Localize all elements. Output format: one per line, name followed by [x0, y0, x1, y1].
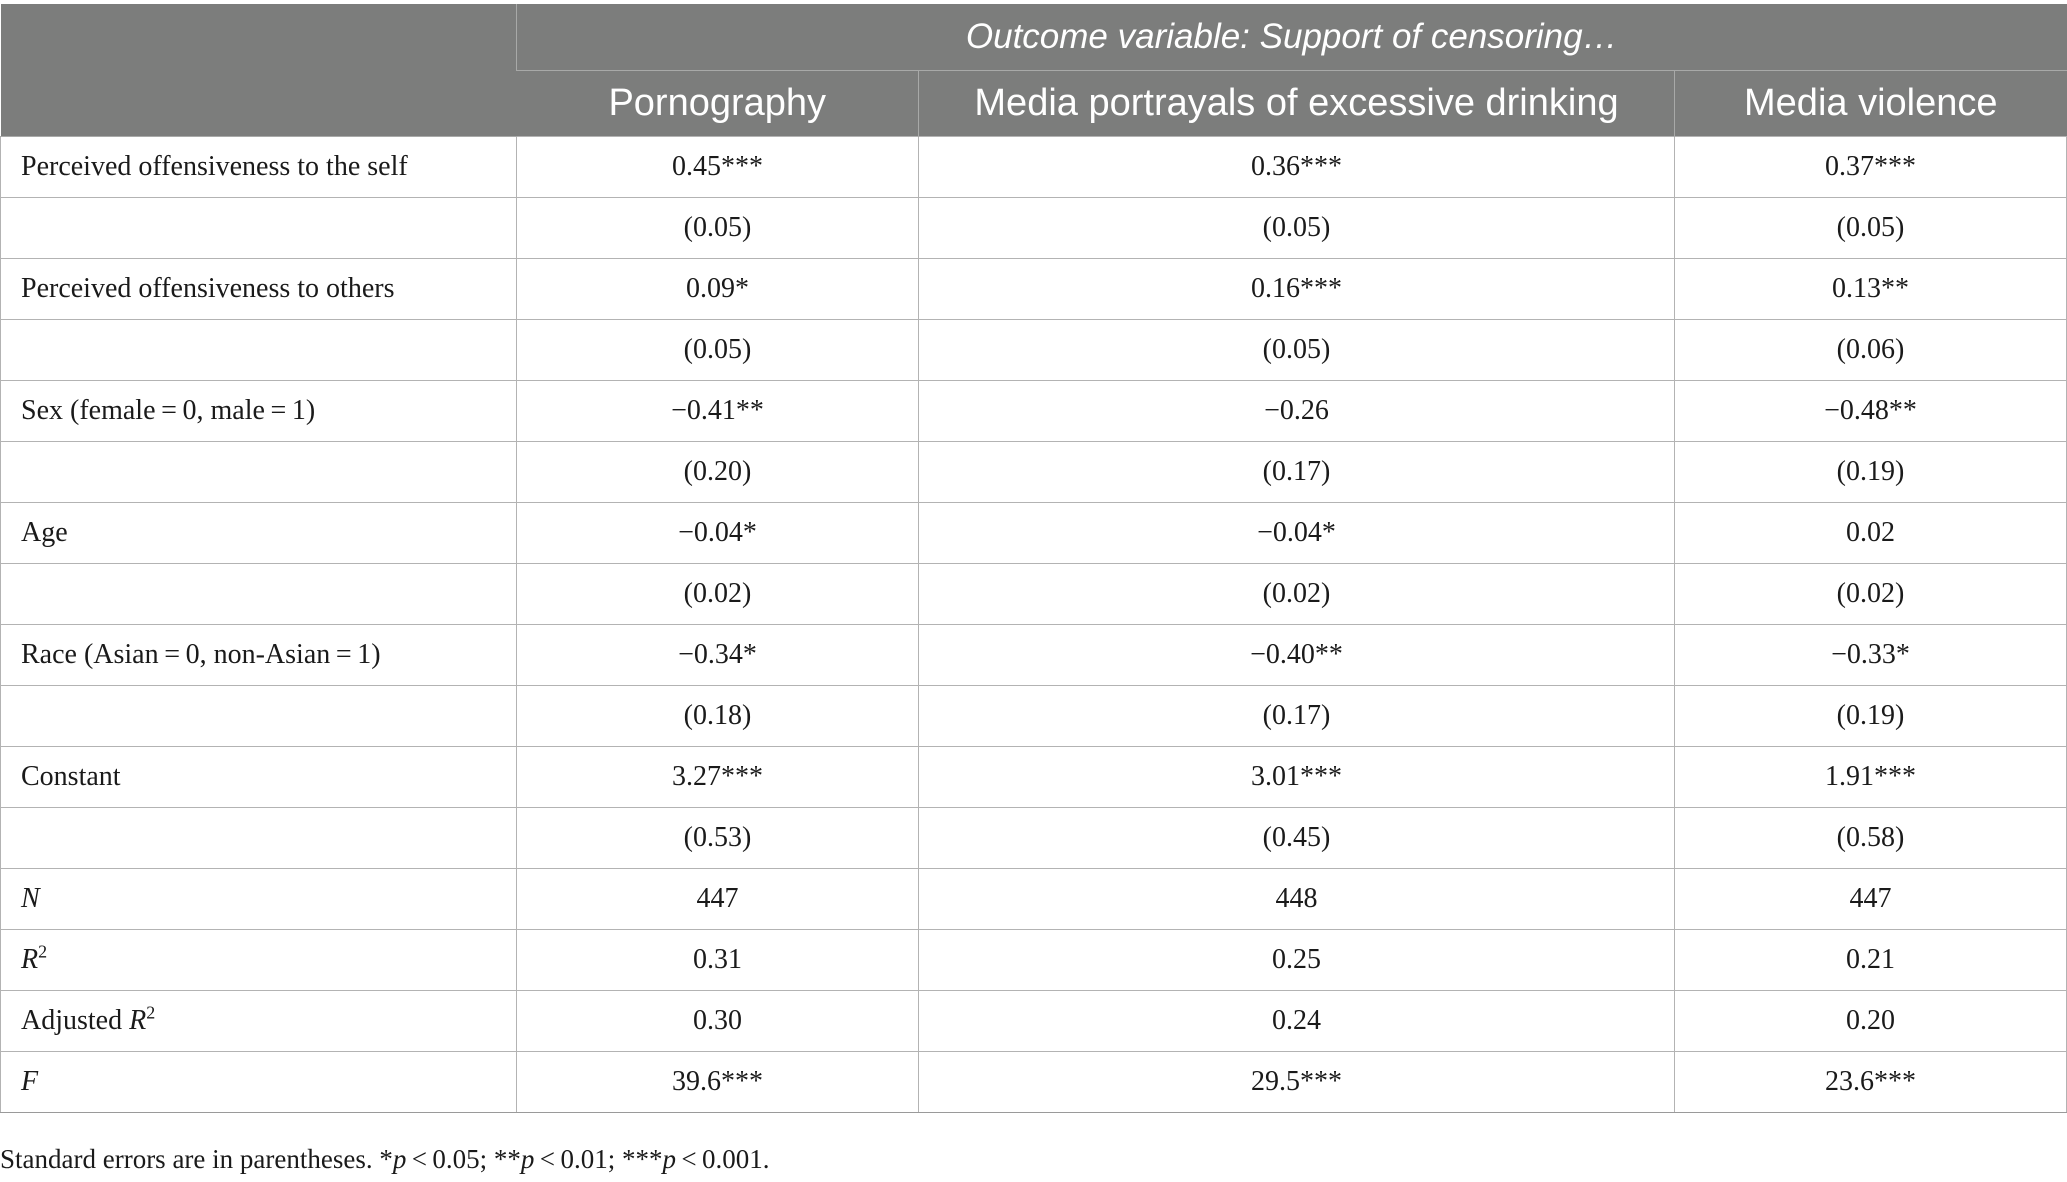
- cell-drinking: 3.01***: [919, 747, 1675, 808]
- cell-pornography: 0.30: [517, 991, 919, 1052]
- cell-pornography: (0.05): [517, 320, 919, 381]
- adjusted-prefix: Adjusted: [21, 1005, 130, 1036]
- stat-label-n: N: [1, 869, 517, 930]
- row-label: Perceived offensiveness to others: [1, 259, 517, 320]
- cell-drinking: 448: [919, 869, 1675, 930]
- cell-violence: (0.05): [1675, 198, 2067, 259]
- regression-table-container: [0, 4, 2066, 1113]
- header-empty-cell: [1, 4, 517, 137]
- row-label: Constant: [1, 747, 517, 808]
- row-label: [1, 564, 517, 625]
- cell-pornography: (0.53): [517, 808, 919, 869]
- p-symbol: p: [392, 1144, 407, 1174]
- stat-label-adjusted-r2: [1, 991, 517, 1052]
- cell-violence: 0.02: [1675, 503, 2067, 564]
- cell-violence: 0.13**: [1675, 259, 2067, 320]
- r-symbol: R: [21, 944, 39, 975]
- row-label: Age: [1, 503, 517, 564]
- cell-violence: 0.21: [1675, 930, 2067, 991]
- column-header-violence: Media violence: [1675, 71, 2067, 137]
- stat-row-r2: [1, 930, 2067, 991]
- cell-drinking: 0.25: [919, 930, 1675, 991]
- table-row: [1, 686, 2067, 747]
- cell-drinking: 0.36***: [919, 137, 1675, 198]
- superscript-2: 2: [38, 941, 48, 962]
- table-row: [1, 747, 2067, 808]
- cell-pornography: 0.31: [517, 930, 919, 991]
- outcome-variable-header: Outcome variable: Support of censoring…: [517, 4, 2067, 71]
- cell-pornography: 39.6***: [517, 1052, 919, 1113]
- cell-violence: 447: [1675, 869, 2067, 930]
- table-row: [1, 198, 2067, 259]
- cell-drinking: (0.45): [919, 808, 1675, 869]
- cell-pornography: −0.34*: [517, 625, 919, 686]
- table-row: [1, 625, 2067, 686]
- cell-drinking: 0.24: [919, 991, 1675, 1052]
- stat-row-f: [1, 1052, 2067, 1113]
- row-label: Sex (female = 0, male = 1): [1, 381, 517, 442]
- cell-pornography: 447: [517, 869, 919, 930]
- cell-pornography: −0.04*: [517, 503, 919, 564]
- cell-pornography: (0.05): [517, 198, 919, 259]
- cell-drinking: −0.04*: [919, 503, 1675, 564]
- footnote-text: Standard errors are in parentheses. *: [0, 1144, 393, 1174]
- column-header-drinking: Media portrayals of excessive drinking: [919, 71, 1675, 137]
- r-symbol: R: [129, 1005, 147, 1036]
- cell-violence: −0.48**: [1675, 381, 2067, 442]
- stat-label-f: F: [1, 1052, 517, 1113]
- row-label: [1, 442, 517, 503]
- cell-violence: (0.58): [1675, 808, 2067, 869]
- table-row: [1, 442, 2067, 503]
- cell-pornography: 0.45***: [517, 137, 919, 198]
- cell-drinking: 0.16***: [919, 259, 1675, 320]
- table-row: [1, 320, 2067, 381]
- footnote-text: < 0.05; **: [406, 1144, 521, 1174]
- cell-drinking: −0.40**: [919, 625, 1675, 686]
- cell-drinking: (0.02): [919, 564, 1675, 625]
- cell-drinking: (0.05): [919, 320, 1675, 381]
- row-label: [1, 808, 517, 869]
- cell-violence: −0.33*: [1675, 625, 2067, 686]
- footnote-text: < 0.01; ***: [534, 1144, 663, 1174]
- cell-violence: 0.37***: [1675, 137, 2067, 198]
- cell-violence: (0.19): [1675, 442, 2067, 503]
- cell-drinking: (0.17): [919, 442, 1675, 503]
- stat-label-r2: [1, 930, 517, 991]
- row-label: [1, 320, 517, 381]
- cell-violence: 1.91***: [1675, 747, 2067, 808]
- table-row: [1, 381, 2067, 442]
- table-body: [1, 137, 2067, 1113]
- table-row: [1, 503, 2067, 564]
- cell-violence: 0.20: [1675, 991, 2067, 1052]
- table-header: [1, 4, 2067, 137]
- cell-pornography: (0.02): [517, 564, 919, 625]
- row-label: Perceived offensiveness to the self: [1, 137, 517, 198]
- cell-pornography: −0.41**: [517, 381, 919, 442]
- row-label: [1, 198, 517, 259]
- p-symbol: p: [662, 1144, 676, 1174]
- stat-row-adjusted-r2: [1, 991, 2067, 1052]
- cell-pornography: 0.09*: [517, 259, 919, 320]
- table-row: [1, 564, 2067, 625]
- cell-violence: (0.19): [1675, 686, 2067, 747]
- footnote-text: < 0.001.: [675, 1144, 770, 1174]
- cell-drinking: (0.05): [919, 198, 1675, 259]
- cell-violence: (0.06): [1675, 320, 2067, 381]
- superscript-2: 2: [146, 1002, 156, 1023]
- column-header-pornography: Pornography: [517, 71, 919, 137]
- cell-violence: (0.02): [1675, 564, 2067, 625]
- row-label: Race (Asian = 0, non-Asian = 1): [1, 625, 517, 686]
- cell-violence: 23.6***: [1675, 1052, 2067, 1113]
- row-label: [1, 686, 517, 747]
- table-row: [1, 137, 2067, 198]
- regression-table: [0, 4, 2067, 1113]
- cell-pornography: 3.27***: [517, 747, 919, 808]
- table-row: [1, 259, 2067, 320]
- table-row: [1, 808, 2067, 869]
- cell-drinking: 29.5***: [919, 1052, 1675, 1113]
- stat-row-n: [1, 869, 2067, 930]
- cell-drinking: (0.17): [919, 686, 1675, 747]
- p-symbol: p: [520, 1144, 535, 1174]
- cell-pornography: (0.20): [517, 442, 919, 503]
- table-footnote: [0, 1144, 770, 1175]
- cell-drinking: −0.26: [919, 381, 1675, 442]
- cell-pornography: (0.18): [517, 686, 919, 747]
